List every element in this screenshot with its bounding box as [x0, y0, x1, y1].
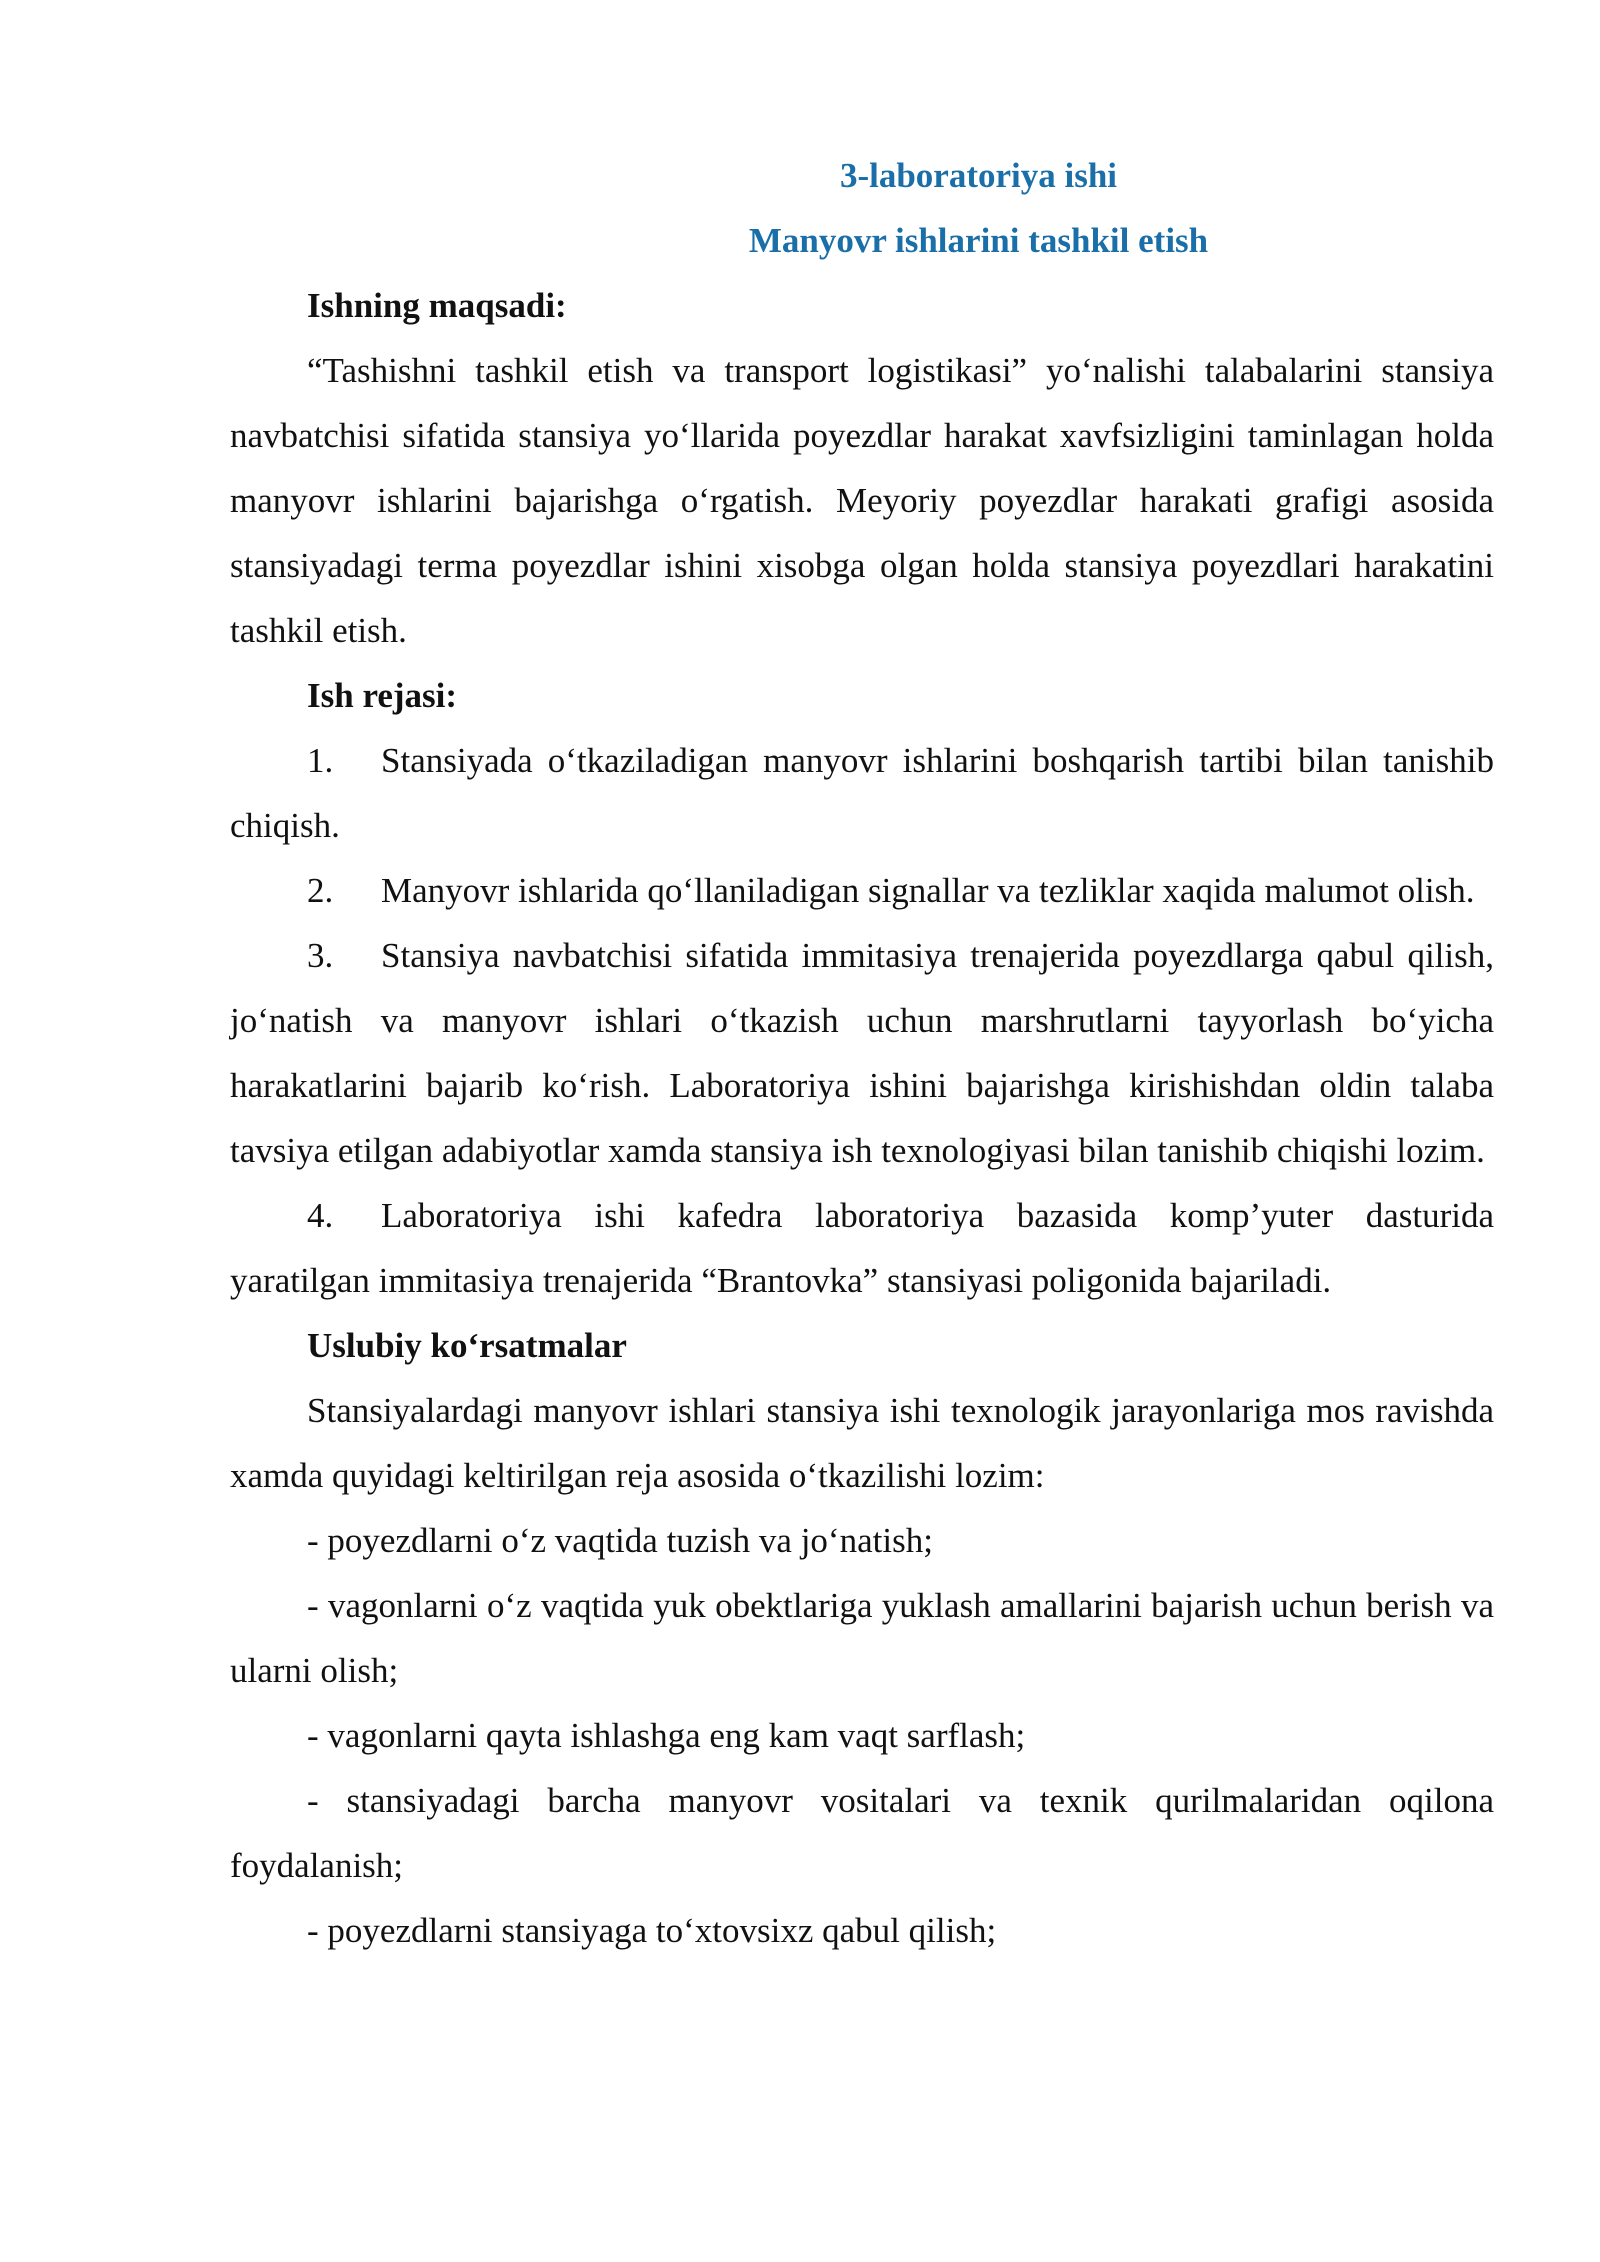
plan-item-2 [230, 858, 1494, 923]
guidelines-bullet-2: - vagonlarni o‘z vaqtida yuk obektlariga yuklash amallarini bajarish uchun berish va ularni olish; [230, 1586, 1494, 1690]
plan-item-text: Laboratoriya ishi kafedra laboratoriya bazasida komp’yuter dasturida yaratilgan immitasiya trenajerida “Brantovka” stansiyasi poligonida bajariladi. [230, 1196, 1494, 1300]
guidelines-bullet-4: - stansiyadagi barcha manyovr vositalari va texnik qurilmalaridan oqilona foydalanish; [230, 1781, 1494, 1885]
plan-item-number: 3. [307, 936, 334, 975]
guidelines-bullet-5: - poyezdlarni stansiyaga to‘xtovsixz qabul qilish; [307, 1911, 997, 1950]
plan-item-1 [230, 728, 1494, 858]
plan-item-number: 2. [307, 871, 334, 910]
plan-item-3 [230, 923, 1494, 1183]
guidelines-bullet-1: - poyezdlarni o‘z vaqtida tuzish va jo‘natish; [307, 1521, 933, 1560]
plan-item-text: Manyovr ishlarida qo‘llaniladigan signallar va tezliklar xaqida malumot olish. [381, 871, 1475, 910]
plan-heading: Ish rejasi: [307, 676, 458, 715]
document-title-number: 3-laboratoriya ishi [839, 156, 1118, 195]
document-body [230, 143, 1494, 1963]
goal-paragraph: “Tashishni tashkil etish va transport logistikasi” yo‘nalishi talabalarini stansiya navbatchisi sifatida stansiya yo‘llarida poyezdlar harakat xavfsizligini taminlagan holda manyovr ishlarini bajarishga o‘rgatish. Meyoriy poyezdlar harakati grafigi asosida stansiyadagi terma poyezdlar ishini xisobga olgan holda stansiya poyezdlari harakatini tashkil etish. [230, 351, 1494, 650]
goal-heading: Ishning maqsadi: [307, 286, 567, 325]
plan-item-text: Stansiyada o‘tkaziladigan manyovr ishlarini boshqarish tartibi bilan tanishib chiqish. [230, 741, 1494, 845]
plan-item-4 [230, 1183, 1494, 1313]
guidelines-bullet-3: - vagonlarni qayta ishlashga eng kam vaqt sarflash; [307, 1716, 1026, 1755]
plan-item-number: 4. [307, 1196, 334, 1235]
document-title: Manyovr ishlarini tashkil etish [748, 221, 1209, 260]
plan-item-text: Stansiya navbatchisi sifatida immitasiya trenajerida poyezdlarga qabul qilish, jo‘natish va manyovr ishlari o‘tkazish uchun marshrutlarni tayyorlash bo‘yicha harakatlarini bajarib ko‘rish. Laboratoriya ishini bajarishga kirishishdan oldin talaba tavsiya etilgan adabiyotlar xamda stansiya ish texnologiyasi bilan tanishib chiqishi lozim. [230, 936, 1494, 1170]
guidelines-paragraph: Stansiyalardagi manyovr ishlari stansiya ishi texnologik jarayonlariga mos ravishda xamda quyidagi keltirilgan reja asosida o‘tkazilishi lozim: [230, 1391, 1494, 1495]
plan-item-number: 1. [307, 741, 334, 780]
guidelines-heading: Uslubiy ko‘rsatmalar [307, 1326, 627, 1365]
